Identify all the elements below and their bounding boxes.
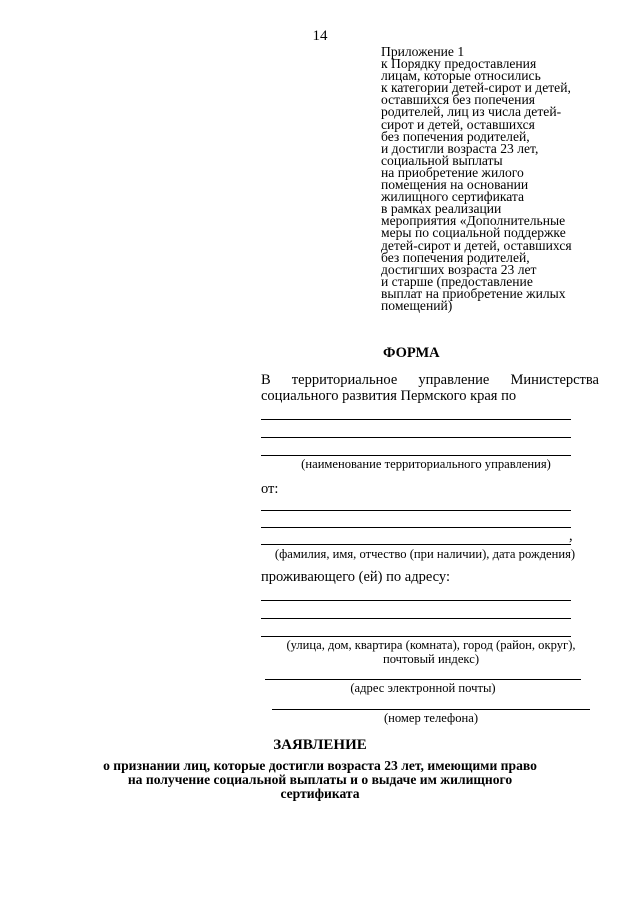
- from-label: от:: [261, 481, 279, 497]
- page-number: 14: [312, 28, 328, 44]
- appendix-line: на приобретение жилого: [381, 164, 524, 180]
- address-field-line-3[interactable]: [261, 636, 571, 637]
- appendix-line: социальной выплаты: [381, 152, 503, 168]
- address-field-line-2[interactable]: [261, 618, 571, 619]
- appendix-line: мероприятия «Дополнительные: [381, 213, 566, 229]
- appendix-line: Приложение 1: [381, 44, 465, 59]
- caption-address-line-1: (улица, дом, квартира (комната), город (район, округ),: [286, 638, 576, 652]
- applicant-name-field-line-1[interactable]: [261, 510, 571, 511]
- applicant-name-field-line-2[interactable]: [261, 527, 571, 528]
- caption-address-line-2: почтовый индекс): [382, 652, 480, 666]
- subtitle-line-3: сертификата: [280, 786, 360, 801]
- appendix-line: помещения на основании: [381, 177, 529, 193]
- residing-label: проживающего (ей) по адресу:: [261, 569, 450, 585]
- caption-email: (адрес электронной почты): [350, 681, 496, 695]
- comma-mark: ,: [569, 528, 573, 544]
- appendix-line: и старше (предоставление: [381, 273, 533, 289]
- appendix-line: в рамках реализации: [381, 201, 502, 217]
- address-field-line-1[interactable]: [261, 600, 571, 601]
- appendix-line: и достигли возраста 23 лет,: [381, 140, 539, 156]
- appendix-line: к категории детей-сирот и детей,: [381, 80, 571, 96]
- subtitle-line-2: на получение социальной выплаты и о выдаче им жилищного: [127, 772, 513, 787]
- caption-phone: (номер телефона): [383, 711, 479, 725]
- territorial-name-field-line-3[interactable]: [261, 455, 571, 456]
- appendix-line: оставшихся без попечения: [381, 92, 535, 108]
- appendix-line: родителей, лиц из числа детей-: [381, 104, 562, 120]
- appendix-line: детей-сирот и детей, оставшихся: [381, 237, 572, 253]
- appendix-line: меры по социальной поддержке: [381, 225, 566, 241]
- caption-territorial: (наименование территориального управления): [301, 457, 551, 471]
- appendix-line: жилищного сертификата: [381, 189, 525, 205]
- appendix-line: лицам, которые относились: [381, 68, 541, 84]
- appendix-line: к Порядку предоставления: [381, 56, 537, 72]
- appendix-header: [381, 46, 621, 312]
- caption-name: (фамилия, имя, отчество (при наличии), дата рождения): [274, 547, 576, 561]
- territorial-name-field-line-2[interactable]: [261, 437, 571, 438]
- phone-field-line[interactable]: [272, 709, 590, 710]
- addressee-line-2: социального развития Пермского края по: [261, 388, 517, 404]
- caption-address: [261, 638, 601, 666]
- applicant-name-field-line-3[interactable]: [261, 544, 571, 545]
- subtitle-line-1: о признании лиц, которые достигли возраста 23 лет, имеющими право: [103, 758, 537, 773]
- document-title: ЗАЯВЛЕНИЕ: [273, 737, 367, 753]
- addressee-line-1: В территориальное управление Министерства: [261, 372, 599, 388]
- email-field-line[interactable]: [265, 679, 581, 680]
- document-subtitle: [60, 759, 580, 801]
- appendix-line: без попечения родителей,: [381, 128, 530, 144]
- appendix-line: сирот и детей, оставшихся: [381, 116, 535, 132]
- appendix-line: достигших возраста 23 лет: [381, 261, 537, 277]
- appendix-line: без попечения родителей,: [381, 249, 530, 265]
- appendix-line: выплат на приобретение жилых: [381, 285, 566, 301]
- appendix-line: помещений): [381, 297, 453, 313]
- territorial-name-field-line-1[interactable]: [261, 419, 571, 420]
- form-label: ФОРМА: [383, 345, 440, 361]
